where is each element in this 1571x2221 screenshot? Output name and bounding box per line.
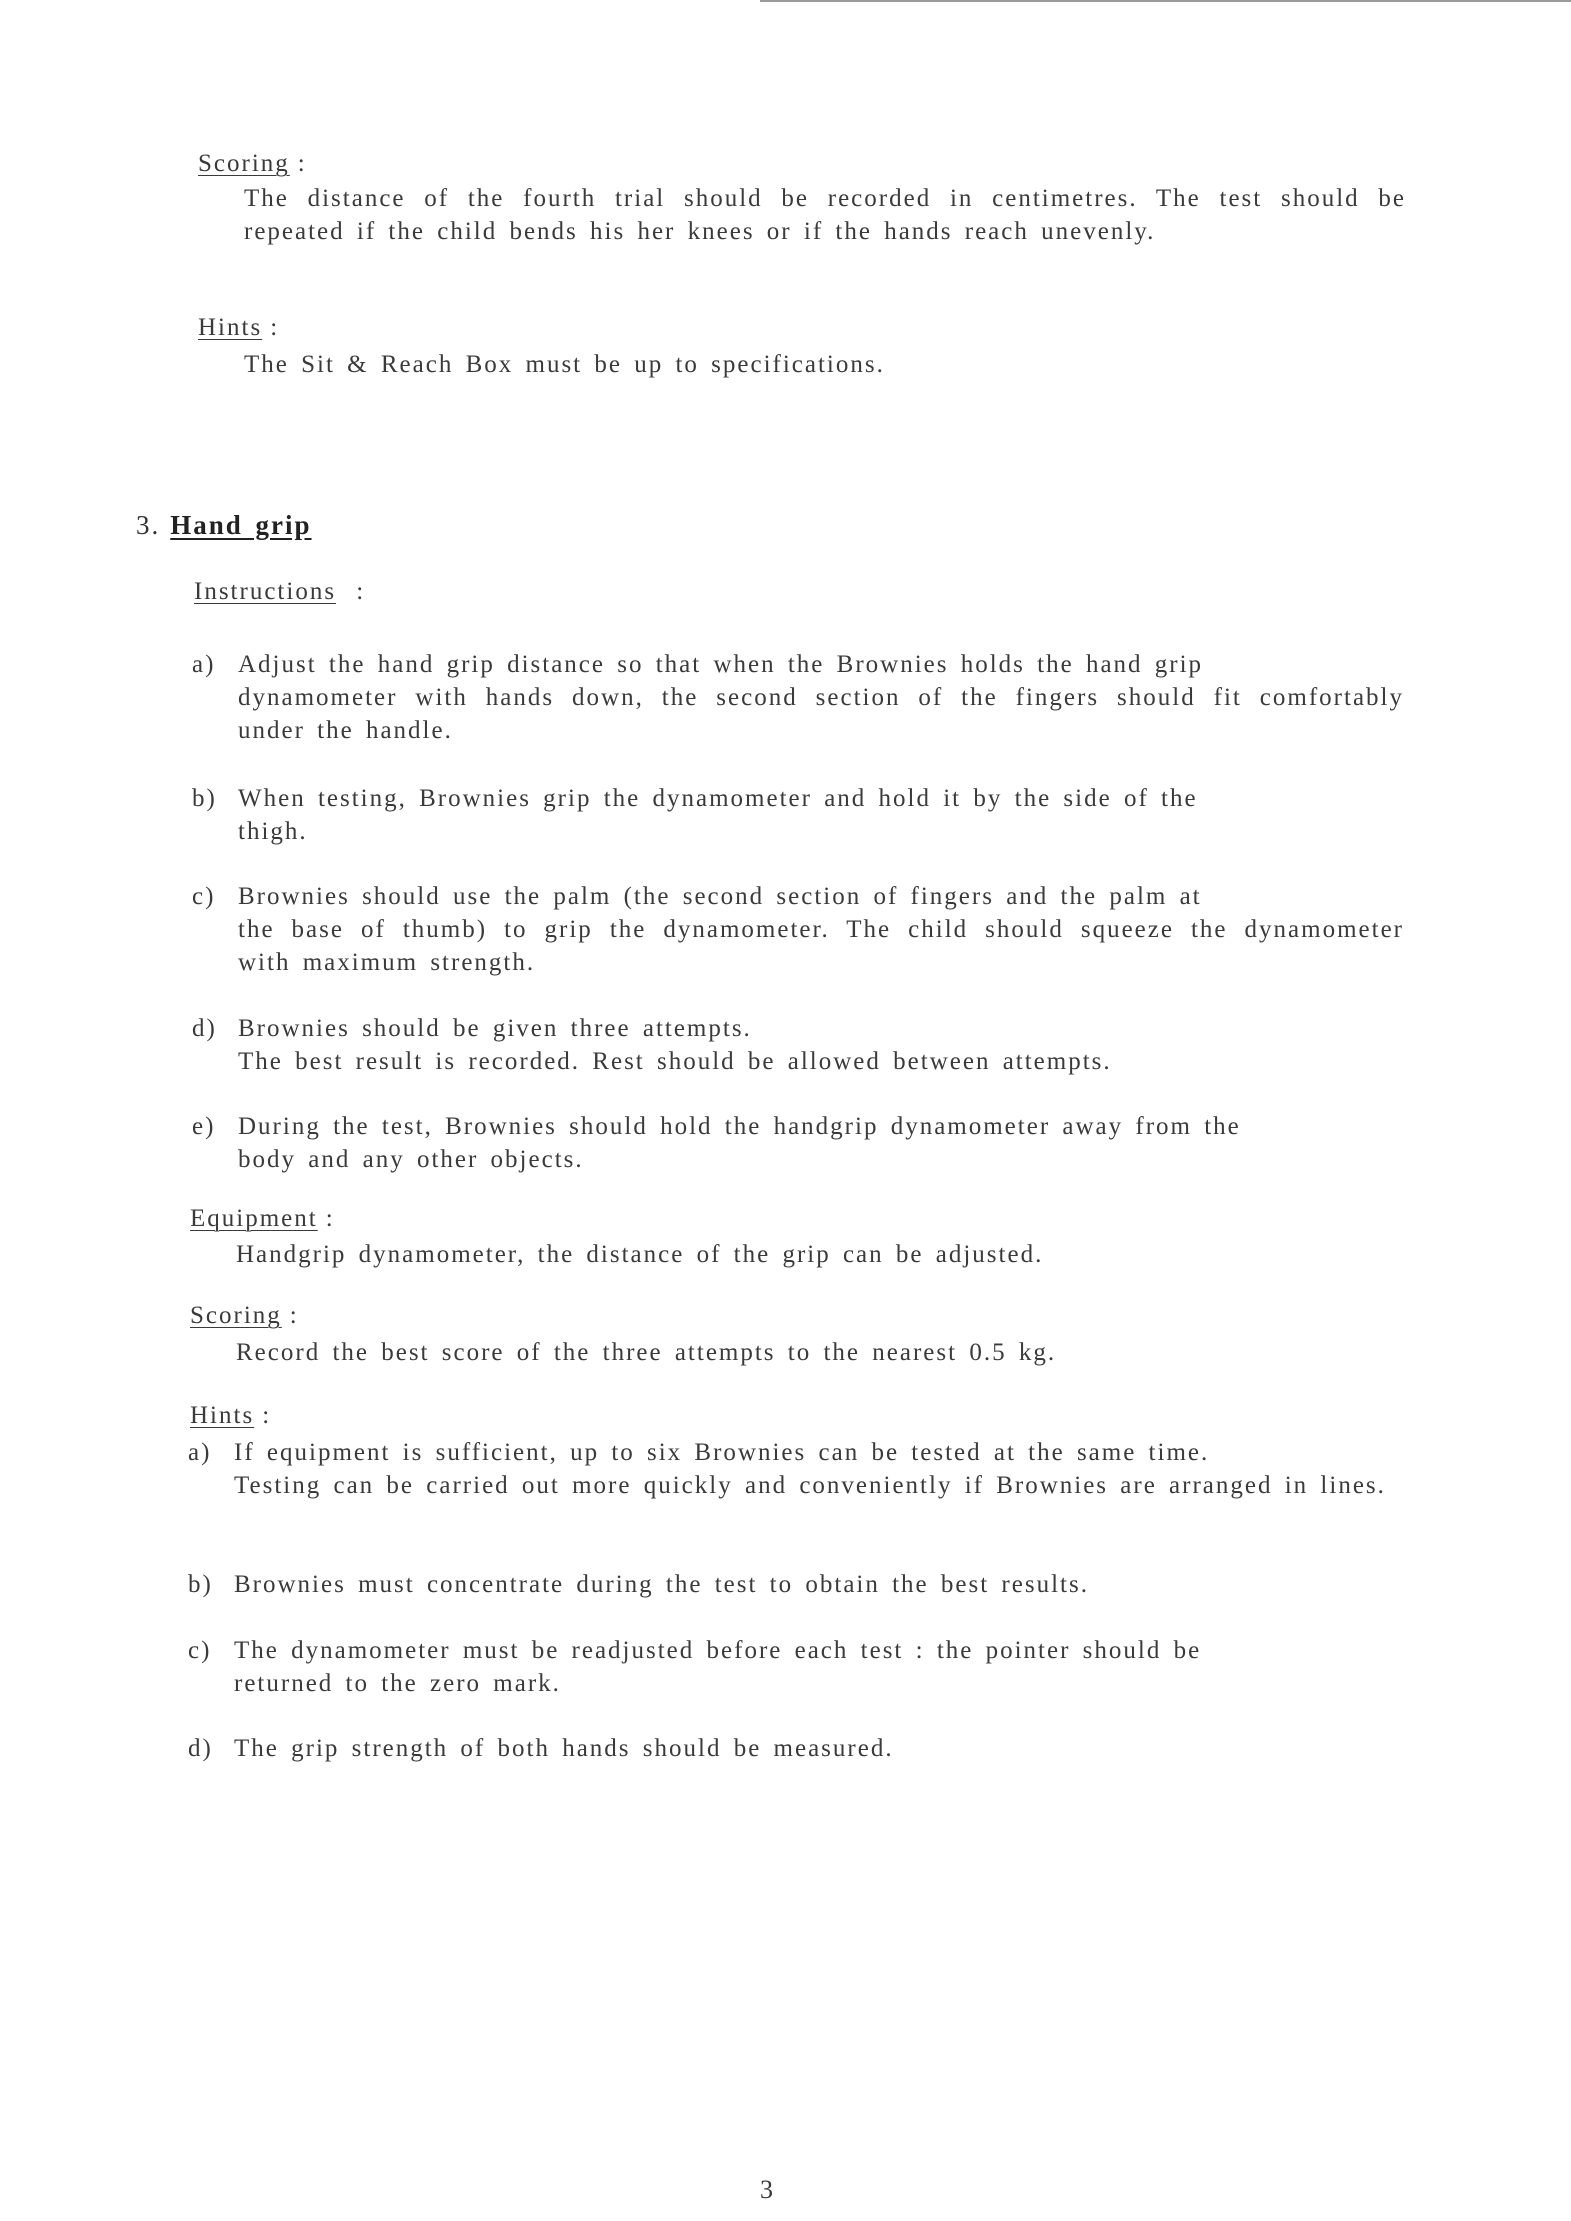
instruction-item-e: e) During the test, Brownies should hold the handgrip dynamometer away from the body and any other objects. — [192, 1110, 1404, 1176]
item-marker: b) — [188, 1571, 213, 1598]
item-marker: a) — [192, 651, 216, 678]
item-marker: b) — [192, 785, 217, 812]
instruction-item-c: c) Brownies should use the palm (the second section of fingers and the palm at the base of thumb) to grip the dynamometer. The child should squeeze the dynamometer with maximum strength. — [192, 880, 1404, 979]
section-title: Hand grip — [170, 510, 312, 540]
instruction-item-b: b) When testing, Brownies grip the dynamometer and hold it by the side of the thigh. — [192, 782, 1404, 848]
scoring-text-previous: The distance of the fourth trial should be recorded in centimetres. The test should be repeated if the child bends his her knees or if the hands reach unevenly. — [244, 185, 1406, 245]
scoring-label-previous: Scoring : — [198, 150, 307, 177]
scan-edge-line — [760, 0, 1571, 2]
equipment-label: Equipment : — [190, 1205, 335, 1232]
instructions-label: Instructions : — [194, 578, 366, 605]
item-marker: d) — [192, 1015, 217, 1042]
item-marker: c) — [188, 1637, 212, 1664]
hint-item-a: a) If equipment is sufficient, up to six Brownies can be tested at the same time. Testing can be carried out more quickly and conveniently if Brownies are arranged in lines. — [188, 1436, 1404, 1502]
hint-item-c: c) The dynamometer must be readjusted before each test : the pointer should be returned to the zero mark. — [188, 1634, 1404, 1700]
item-marker: c) — [192, 883, 216, 910]
page-number: 3 — [760, 2175, 773, 2204]
hints-label-previous: Hints : — [198, 314, 280, 341]
instruction-item-d: d) Brownies should be given three attempts. The best result is recorded. Rest should be allowed between attempts. — [192, 1012, 1404, 1078]
equipment-text: Handgrip dynamometer, the distance of the grip can be adjusted. — [236, 1241, 1044, 1268]
item-marker: e) — [192, 1113, 216, 1140]
item-marker: d) — [188, 1735, 213, 1762]
hints-label: Hints : — [190, 1402, 272, 1429]
section-heading — [136, 510, 312, 541]
hints-text-previous: The Sit & Reach Box must be up to specifications. — [244, 351, 885, 378]
section-number: 3. — [136, 510, 161, 540]
scoring-text: Record the best score of the three attempts to the nearest 0.5 kg. — [236, 1339, 1057, 1366]
instruction-item-a: a) Adjust the hand grip distance so that when the Brownies holds the hand grip dynamometer with hands down, the second section of the fingers should fit comfortably under the handle. — [192, 648, 1404, 747]
scoring-label: Scoring : — [190, 1302, 299, 1329]
hint-item-b: b) Brownies must concentrate during the test to obtain the best results. — [188, 1568, 1404, 1601]
hint-item-d: d) The grip strength of both hands should be measured. — [188, 1732, 1404, 1765]
item-marker: a) — [188, 1439, 212, 1466]
